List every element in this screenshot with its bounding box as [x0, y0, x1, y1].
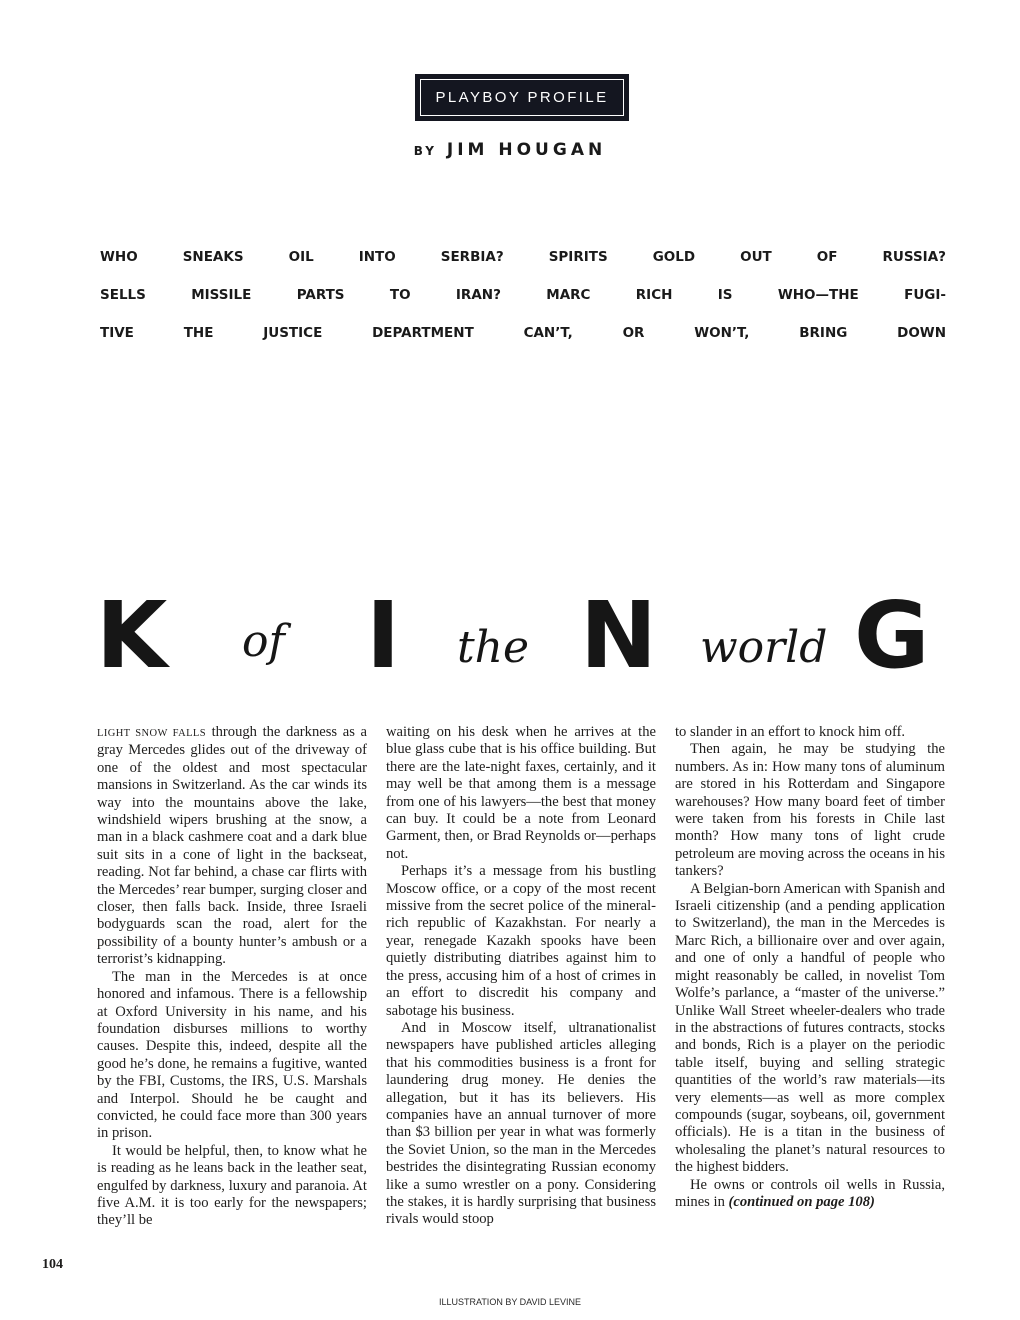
headline-letter-k: K: [96, 582, 168, 689]
paragraph: [97, 724, 367, 969]
paragraph: The man in the Mercedes is at once honored and infamous. There is a fellowship at Oxford University in his name, and his foundation disburses millions to worthy causes. Despite this, indeed, despite all the good he’s done, he remains a fugitive, wanted by the FBI, Customs, the IRS, U.S. Marshals and Interpol. Should he be caught and convicted, he could face more than 300 years in prison.: [97, 968, 367, 1142]
playboy-profile-badge: [415, 74, 629, 121]
headline-word-of: of: [242, 616, 285, 667]
headline-king-of-the-world: [96, 582, 956, 700]
paragraph-text: He owns or controls oil wells in Russia, mines in: [675, 1176, 945, 1210]
continued-on-page: (continued on page 108): [728, 1193, 875, 1210]
headline-letter-g: G: [854, 582, 930, 689]
article-column-2: [386, 724, 656, 1229]
page-number: 104: [42, 1257, 63, 1272]
paragraph: It would be helpful, then, to know what he is reading as he leans back in the leather seat, engulfed by darkness, luxury and paranoia. At five A.M. it is too early for the newspapers; they’ll be: [97, 1142, 367, 1229]
paragraph: And in Moscow itself, ultranationalist newspapers have published articles alleging that his commodities business is a front for laundering drug money. He denies the allegation, but it has its believers. His companies have an annual turnover of more than $3 billion per year in what was formerly the Soviet Union, so the man in the Mercedes bestrides the disintegrating Russian economy like a sumo wrestler on a pony. Considering the stakes, it is hardly surprising that business rivals would stoop: [386, 1019, 656, 1228]
paragraph: Perhaps it’s a message from his bustling Moscow office, or a copy of the most recent missive from the secret police of the mineral-rich republic of Kazakhstan. For nearly a year, renegade Kazakh spooks have been quietly distributing diatribes against him to the press, accusing him of a host of crimes in an effort to discredit his company and sabotage his business.: [386, 863, 656, 1019]
deck-line-3: TIVE THE JUSTICE DEPARTMENT CAN’T, OR WON’T, BRING DOWN: [100, 325, 946, 341]
paragraph: A Belgian-born American with Spanish and Israeli citizenship (and a pending application to Switzerland), the man in the Mercedes is Marc Rich, a billionaire over and over again, and one of only a handful of people who might reasonably be called, in novelist Tom Wolfe’s parlance, a “master of the universe.” Unlike Wall Street wheeler-dealers who trade in the abstractions of futures contracts, stocks and bonds, Rich is a player on the periodic table itself, buying and selling strategic quantities of the world’s raw materials—its very elements—as well as more complex compounds (sugar, soybeans, oil, government officials). He is a titan in the business of wholesaling the planet’s natural resources to the highest bidders.: [675, 880, 945, 1176]
paragraph: to slander in an effort to knock him off.: [675, 724, 906, 740]
article-column-3: [675, 724, 945, 1211]
headline-letter-i: I: [366, 582, 401, 689]
headline-word-world: world: [700, 622, 828, 673]
byline-author: JIM HOUGAN: [446, 140, 607, 160]
paragraph: [675, 1177, 945, 1212]
paragraph-text: through the darkness as a gray Mercedes glides out of the driveway of one of the oldest and most spectacular mansions in Switzerland. As the car winds its way into the mountains above the lake, windshield wipers brushing at the snow, a man in a black cashmere coat and a dark blue suit sits in a cone of light in the backseat, reading. Not far behind, a chase car flirts with the Mercedes’ rear bumper, surging closer and closer, then falls back. Inside, three Israeli bodyguards scan the road, alert for the possibility of a bounty hunter’s ambush or a terrorist’s kidnapping.: [97, 724, 367, 968]
byline: [0, 140, 1020, 160]
byline-prefix: BY: [413, 144, 437, 158]
paragraph: Then again, he may be studying the numbers. As in: How many tons of aluminum are stored in his Rotterdam and Singapore warehouses? How many board feet of timber were taken from his forests in Chile last month? How many tons of light crude petroleum are moving across the oceans in his tankers?: [675, 741, 945, 880]
lead-in: LIGHT SNOW FALLS: [97, 728, 206, 739]
headline-letter-n: N: [580, 582, 657, 689]
paragraph: waiting on his desk when he arrives at the blue glass cube that is his office building. But there are the late-night faxes, certainly, and it may well be that among them is a message from one of his lawyers—the best that money can buy. It could be a note from Leonard Garment, then, or Brad Reynolds or—perhaps not.: [386, 724, 656, 862]
deck-line-1: WHO SNEAKS OIL INTO SERBIA? SPIRITS GOLD OUT OF RUSSIA?: [100, 249, 946, 265]
badge-label: PLAYBOY PROFILE: [420, 79, 624, 116]
deck-line-2: SELLS MISSILE PARTS TO IRAN? MARC RICH IS WHO—THE FUGI-: [100, 287, 946, 303]
article-column-1: [97, 724, 367, 1230]
illustration-credit: ILLUSTRATION BY DAVID LEVINE: [438, 1297, 582, 1307]
headline-word-the: the: [457, 622, 530, 673]
